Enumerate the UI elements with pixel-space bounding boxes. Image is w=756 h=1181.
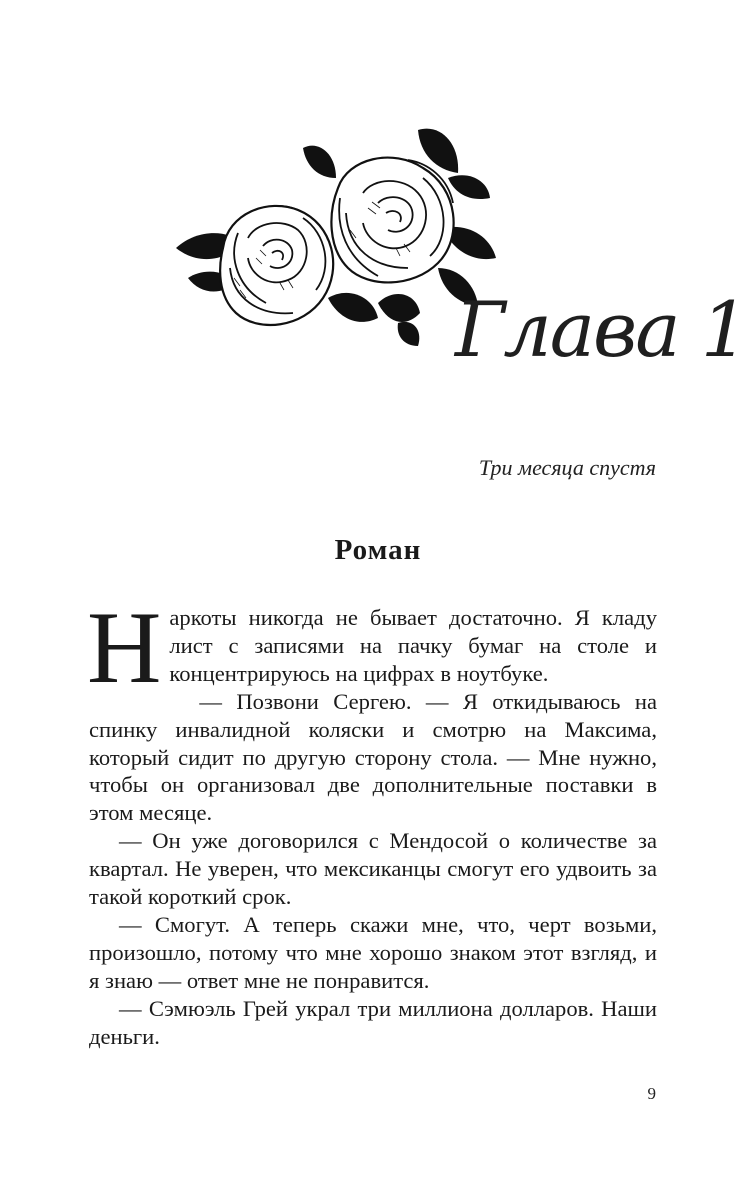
paragraph: — Смогут. А теперь скажи мне, что, черт возьми, произошло, потому что мне хорошо знаком этот взгляд, и я знаю — ответ мне не понравится. <box>89 911 657 993</box>
first-paragraph <box>87 591 657 705</box>
pov-heading: Роман <box>334 534 422 566</box>
chapter-epigraph: Три месяца спустя <box>478 455 656 480</box>
first-paragraph-text: аркоты никогда не бывает достаточно. Я кладу лист с записями на пачку бумаг на столе и концентрируюсь на цифрах в ноутбуке. <box>169 605 657 686</box>
drop-cap: Н <box>87 591 162 705</box>
chapter-text <box>87 591 657 1051</box>
chapter-title: Глава 1 <box>455 285 748 374</box>
paragraph: — Он уже договорился с Мендосой о количестве за квартал. Не уверен, что мексиканцы смогут его удвоить за такой короткий срок. <box>89 828 657 910</box>
page-number: 9 <box>647 1084 656 1103</box>
paragraph: — Позвони Сергею. — Я откидываюсь на спинку инвалидной коляски и смотрю на Максима, который сидит по другую сторону стола. — Мне нужно, чтобы он организовал две дополнительные поставки в этом месяце. <box>89 688 657 826</box>
paragraph: — Сэмюэль Грей украл три миллиона долларов. Наши деньги. <box>89 995 657 1049</box>
roses-ornament-icon <box>168 118 498 358</box>
